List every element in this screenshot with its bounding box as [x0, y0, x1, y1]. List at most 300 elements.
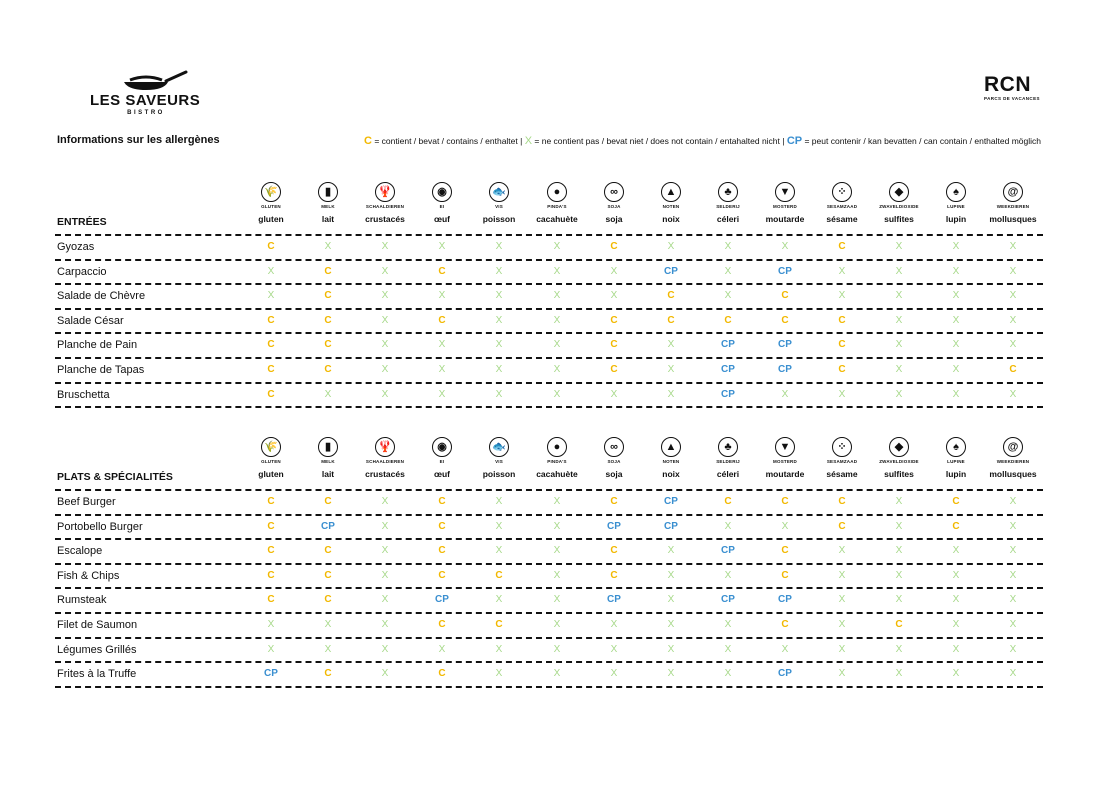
allergen-cell: C [610, 496, 618, 507]
allergen-column-12 [924, 437, 988, 479]
allergen-cell: X [952, 314, 960, 326]
dish-name: Carpaccio [57, 265, 107, 278]
section-header [55, 182, 1043, 234]
milk-bottle-icon: ▮ [318, 437, 338, 457]
allergen-column-9 [753, 437, 817, 479]
allergen-cell: C [438, 545, 446, 557]
allergen-name-fr: sésame [826, 214, 858, 224]
dish-name: Bruschetta [57, 388, 110, 401]
allergen-cell: C [438, 496, 446, 507]
allergen-cell: C [324, 339, 332, 351]
allergen-name-nl: PINDA'S [547, 459, 567, 464]
allergen-cell: X [838, 290, 846, 302]
allergen-name-nl: MOSTERD [773, 459, 797, 464]
allergen-name-fr: sésame [826, 469, 858, 479]
allergen-name-fr: céleri [716, 469, 740, 479]
allergen-cell: X [324, 618, 332, 630]
soy-icon: ∞ [604, 437, 624, 457]
snail-icon: @ [1003, 182, 1023, 202]
allergen-cell: X [438, 241, 446, 252]
allergen-cell: X [553, 265, 561, 277]
allergen-column-3 [410, 437, 474, 479]
allergen-cell: X [838, 569, 846, 581]
allergen-cell: CP [721, 339, 735, 351]
allergen-cell: X [838, 643, 846, 655]
allergen-cell: C [438, 569, 446, 581]
allergen-cell: X [838, 388, 846, 400]
dish-name: Salade de Chèvre [57, 290, 146, 303]
sulfite-icon: ◆ [889, 437, 909, 457]
allergen-cell: C [724, 314, 732, 326]
table-row [55, 565, 1043, 590]
allergen-cell: C [438, 668, 446, 680]
allergen-cell: X [952, 668, 960, 680]
allergen-cell: C [324, 265, 332, 277]
table-row [55, 359, 1043, 384]
allergen-name-fr: lait [321, 214, 335, 224]
table-row [55, 310, 1043, 335]
allergen-name-fr: poisson [482, 214, 516, 224]
allergen-cell: X [553, 545, 561, 557]
allergen-cell: C [324, 594, 332, 606]
les-saveurs-logo [88, 70, 206, 120]
allergen-column-3 [410, 182, 474, 224]
allergen-column-1 [296, 437, 360, 479]
allergen-cell: C [267, 314, 275, 326]
allergen-cell: C [438, 314, 446, 326]
allergen-cell: CP [264, 668, 278, 680]
allergen-cell: C [781, 545, 789, 557]
dish-name: Portobello Burger [57, 520, 143, 533]
legend-cp-symbol: CP [786, 135, 803, 147]
allergen-name-fr: noix [662, 214, 680, 224]
allergen-column-8 [696, 182, 760, 224]
allergen-column-11 [867, 182, 931, 224]
allergen-cell: X [553, 314, 561, 326]
allergen-cell: C [438, 520, 446, 532]
allergen-cell: X [895, 545, 903, 557]
allergen-cell: X [324, 388, 332, 400]
allergen-name-fr: moutarde [765, 469, 805, 479]
allergen-cell: X [495, 314, 503, 326]
allergen-cell: C [610, 339, 618, 351]
section-entrees [55, 182, 1043, 408]
allergen-cell: X [952, 545, 960, 557]
allergen-name-nl: ZWAVELDIOXIDE [879, 204, 919, 209]
allergen-cell: X [438, 290, 446, 302]
allergen-name-fr: crustacés [365, 214, 405, 224]
allergen-cell: X [895, 339, 903, 351]
allergen-cell: C [610, 569, 618, 581]
allergen-cell: X [895, 520, 903, 532]
allergen-name-fr: mollusques [989, 214, 1037, 224]
frying-pan-icon [122, 70, 188, 92]
allergen-name-fr: gluten [258, 469, 284, 479]
allergen-cell: X [895, 388, 903, 400]
table-row [55, 663, 1043, 688]
allergen-name-nl: NOTEN [662, 459, 680, 464]
allergen-name-nl: SESAMZAAD [826, 204, 858, 209]
allergen-cell: X [1009, 520, 1017, 532]
allergen-cell: C [838, 363, 846, 375]
allergen-cell: X [838, 668, 846, 680]
allergen-name-fr: crustacés [365, 469, 405, 479]
allergen-cell: CP [778, 363, 792, 375]
allergen-cell: X [952, 569, 960, 581]
allergen-cell: X [667, 339, 675, 351]
allergen-cell: X [895, 290, 903, 302]
allergen-column-10 [810, 182, 874, 224]
allergen-cell: C [952, 520, 960, 532]
allergen-cell: C [267, 388, 275, 400]
table-row [55, 589, 1043, 614]
allergen-column-8 [696, 437, 760, 479]
allergen-cell: X [952, 265, 960, 277]
allergen-cell: X [324, 643, 332, 655]
allergen-column-2 [353, 182, 417, 224]
allergen-cell: C [267, 520, 275, 532]
sulfite-icon: ◆ [889, 182, 909, 202]
allergen-name-fr: lupin [945, 469, 967, 479]
table-row [55, 540, 1043, 565]
allergen-cell: C [267, 241, 275, 252]
allergen-cell: X [495, 643, 503, 655]
allergen-cell: X [895, 363, 903, 375]
allergen-cell: X [553, 290, 561, 302]
allergen-cell: X [553, 241, 561, 252]
allergen-name-nl: EI [439, 459, 445, 464]
allergen-name-fr: soja [605, 214, 623, 224]
rcn-tagline: PARCS DE VACANCES [984, 96, 1040, 101]
celery-icon: ♣ [718, 437, 738, 457]
allergen-column-1 [296, 182, 360, 224]
peanut-icon: ● [547, 437, 567, 457]
fish-icon: 🐟 [489, 437, 509, 457]
dish-name: Planche de Pain [57, 339, 138, 352]
allergen-name-fr: cacahuète [536, 469, 578, 479]
allergen-cell: X [438, 339, 446, 351]
allergen-name-nl: NOTEN [662, 204, 680, 209]
allergen-cell: X [667, 643, 675, 655]
allergen-cell: X [895, 241, 903, 252]
allergen-cell: CP [721, 594, 735, 606]
allergen-name-fr: cacahuète [536, 214, 578, 224]
allergen-cell: X [1009, 388, 1017, 400]
allergen-cell: X [438, 363, 446, 375]
allergen-cell: C [952, 496, 960, 507]
allergen-name-nl: MELK [321, 204, 335, 209]
legend [364, 135, 1041, 147]
allergen-cell: C [495, 569, 503, 581]
dish-name: Légumes Grillés [57, 643, 137, 656]
table-row [55, 261, 1043, 286]
allergen-cell: C [610, 545, 618, 557]
allergen-cell: X [610, 265, 618, 277]
allergen-cell: X [267, 290, 275, 302]
allergen-cell: X [667, 363, 675, 375]
allergen-cell: X [438, 643, 446, 655]
allergen-name-nl: SCHAALDIEREN [365, 204, 405, 209]
allergen-cell: C [610, 241, 618, 252]
allergen-column-5 [525, 182, 589, 224]
allergen-cell: X [381, 618, 389, 630]
allergen-cell: X [1009, 496, 1017, 507]
legend-c-text: = contient / bevat / contains / enthaltet | [371, 136, 525, 146]
allergen-cell: X [781, 520, 789, 532]
allergen-cell: X [553, 569, 561, 581]
allergen-cell: C [324, 314, 332, 326]
allergen-cell: X [1009, 339, 1017, 351]
allergen-column-4 [467, 437, 531, 479]
allergen-cell: X [724, 569, 732, 581]
allergen-cell: C [838, 314, 846, 326]
allergen-cell: C [324, 545, 332, 557]
allergen-cell: C [324, 569, 332, 581]
allergen-name-nl: VIS [495, 204, 503, 209]
allergen-cell: X [267, 265, 275, 277]
allergen-cell: X [610, 668, 618, 680]
allergen-cell: X [267, 643, 275, 655]
allergen-cell: C [324, 290, 332, 302]
snail-icon: @ [1003, 437, 1023, 457]
allergen-cell: X [267, 618, 275, 630]
dish-name: Fish & Chips [57, 569, 120, 582]
allergen-cell: X [781, 388, 789, 400]
allergen-cell: X [895, 668, 903, 680]
allergen-column-7 [639, 182, 703, 224]
table-row [55, 384, 1043, 409]
allergen-cell: C [495, 618, 503, 630]
allergen-name-nl: SESAMZAAD [826, 459, 858, 464]
allergen-cell: CP [664, 496, 678, 507]
allergen-cell: X [495, 594, 503, 606]
allergen-column-2 [353, 437, 417, 479]
allergen-cell: X [667, 618, 675, 630]
allergen-cell: X [495, 363, 503, 375]
allergen-cell: X [1009, 594, 1017, 606]
allergen-name-nl: SOJA [607, 459, 621, 464]
allergen-cell: X [381, 668, 389, 680]
allergen-name-fr: céleri [716, 214, 740, 224]
legend-x-text: = ne contient pas / bevat niet / does not contain / entahalted nicht | [532, 136, 787, 146]
allergen-cell: CP [721, 388, 735, 400]
allergen-cell: X [553, 643, 561, 655]
allergen-name-nl: SCHAALDIEREN [365, 459, 405, 464]
allergen-column-9 [753, 182, 817, 224]
allergen-cell: X [952, 339, 960, 351]
allergen-column-6 [582, 182, 646, 224]
allergen-name-nl: WEEKDIEREN [996, 204, 1030, 209]
table-row [55, 236, 1043, 261]
allergen-column-13 [981, 182, 1045, 224]
allergen-cell: C [781, 618, 789, 630]
allergen-cell: C [781, 569, 789, 581]
allergen-cell: C [267, 339, 275, 351]
allergen-cell: X [381, 265, 389, 277]
egg-icon: ◉ [432, 437, 452, 457]
allergen-cell: X [1009, 265, 1017, 277]
allergen-cell: CP [721, 545, 735, 557]
table-row [55, 614, 1043, 639]
allergen-cell: C [267, 594, 275, 606]
allergen-column-11 [867, 437, 931, 479]
allergen-cell: CP [664, 520, 678, 532]
allergen-cell: C [838, 241, 846, 252]
allergen-cell: X [838, 265, 846, 277]
allergen-cell: X [724, 618, 732, 630]
allergen-cell: X [724, 643, 732, 655]
allergen-cell: C [324, 496, 332, 507]
allergen-cell: X [895, 496, 903, 507]
allergen-cell: X [610, 618, 618, 630]
allergen-cell: C [781, 496, 789, 507]
allergen-cell: X [1009, 290, 1017, 302]
allergen-cell: X [381, 545, 389, 557]
dish-name: Frites à la Truffe [57, 668, 137, 681]
egg-icon: ◉ [432, 182, 452, 202]
allergen-name-nl: GLUTEN [261, 459, 281, 464]
dish-name: Salade César [57, 314, 124, 327]
peanut-icon: ● [547, 182, 567, 202]
allergen-cell: X [724, 290, 732, 302]
allergen-cell: CP [435, 594, 449, 606]
allergen-cell: X [553, 520, 561, 532]
allergen-cell: X [381, 496, 389, 507]
allergen-cell: X [724, 668, 732, 680]
mustard-icon: ▼ [775, 182, 795, 202]
allergen-cell: X [381, 241, 389, 252]
legend-c-symbol: C [364, 135, 372, 147]
allergen-cell: C [438, 618, 446, 630]
allergen-name-nl: PINDA'S [547, 204, 567, 209]
allergen-cell: C [667, 290, 675, 302]
lupin-icon: ♠ [946, 437, 966, 457]
allergen-column-6 [582, 437, 646, 479]
page-title: Informations sur les allergènes [57, 134, 220, 146]
dish-name: Gyozas [57, 241, 95, 253]
crab-icon: 🦞 [375, 182, 395, 202]
allergen-cell: X [952, 594, 960, 606]
allergen-cell: C [267, 496, 275, 507]
section-title: ENTRÉES [57, 216, 107, 228]
allergen-cell: X [495, 290, 503, 302]
allergen-column-12 [924, 182, 988, 224]
allergen-cell: X [1009, 668, 1017, 680]
allergen-cell: X [381, 520, 389, 532]
allergen-column-13 [981, 437, 1045, 479]
allergen-cell: C [267, 569, 275, 581]
allergen-cell: X [895, 643, 903, 655]
allergen-name-nl: MELK [321, 459, 335, 464]
sesame-icon: ⁘ [832, 437, 852, 457]
allergen-column-0 [239, 437, 303, 479]
allergen-name-nl: ZWAVELDIOXIDE [879, 459, 919, 464]
nut-icon: ▲ [661, 182, 681, 202]
allergen-cell: X [553, 496, 561, 507]
allergen-cell: X [495, 265, 503, 277]
allergen-name-fr: noix [662, 469, 680, 479]
table-row [55, 491, 1043, 516]
milk-bottle-icon: ▮ [318, 182, 338, 202]
allergen-cell: X [381, 314, 389, 326]
allergen-name-fr: lait [321, 469, 335, 479]
allergen-cell: X [667, 545, 675, 557]
allergen-name-fr: soja [605, 469, 623, 479]
allergen-cell: X [1009, 314, 1017, 326]
allergen-name-fr: moutarde [765, 214, 805, 224]
allergen-cell: CP [321, 520, 335, 532]
allergen-cell: X [381, 643, 389, 655]
section-header [55, 437, 1043, 489]
section-plats [55, 437, 1043, 688]
allergen-cell: C [838, 520, 846, 532]
allergen-name-nl: MOSTERD [773, 204, 797, 209]
allergen-cell: X [495, 241, 503, 252]
wheat-icon: 🌾 [261, 182, 281, 202]
allergen-cell: X [1009, 569, 1017, 581]
allergen-cell: X [381, 388, 389, 400]
dish-name: Filet de Saumon [57, 618, 138, 631]
allergen-name-fr: œuf [433, 214, 451, 224]
allergen-cell: X [781, 241, 789, 252]
allergen-cell: X [495, 520, 503, 532]
nut-icon: ▲ [661, 437, 681, 457]
rcn-logo-text: RCN [984, 73, 1031, 96]
fish-icon: 🐟 [489, 182, 509, 202]
allergen-name-fr: mollusques [989, 469, 1037, 479]
allergen-cell: C [438, 265, 446, 277]
allergen-cell: X [324, 241, 332, 252]
allergen-cell: X [952, 363, 960, 375]
allergen-cell: X [1009, 545, 1017, 557]
allergen-cell: CP [778, 339, 792, 351]
allergen-cell: X [895, 314, 903, 326]
allergen-cell: X [495, 545, 503, 557]
allergen-cell: CP [607, 594, 621, 606]
allergen-cell: X [381, 363, 389, 375]
allergen-cell: X [724, 241, 732, 252]
allergen-cell: X [895, 594, 903, 606]
allergen-name-fr: gluten [258, 214, 284, 224]
allergen-cell: X [667, 388, 675, 400]
table-row [55, 639, 1043, 664]
allergen-name-nl: SELDERIJ [716, 204, 740, 209]
allergen-cell: C [838, 339, 846, 351]
allergen-column-7 [639, 437, 703, 479]
allergen-name-nl: VIS [495, 459, 503, 464]
allergen-cell: C [724, 496, 732, 507]
allergen-cell: C [610, 314, 618, 326]
allergen-cell: X [381, 594, 389, 606]
allergen-name-nl: EI [439, 204, 445, 209]
allergen-cell: X [667, 569, 675, 581]
allergen-cell: X [1009, 618, 1017, 630]
allergen-cell: X [952, 388, 960, 400]
allergen-cell: X [610, 388, 618, 400]
allergen-cell: X [495, 339, 503, 351]
legend-cp-text: = peut contenir / kan bevatten / can contain / enthalted möglich [802, 136, 1041, 146]
allergen-cell: X [1009, 241, 1017, 252]
allergen-name-nl: WEEKDIEREN [996, 459, 1030, 464]
table-row [55, 516, 1043, 541]
celery-icon: ♣ [718, 182, 738, 202]
allergen-cell: X [724, 265, 732, 277]
wheat-icon: 🌾 [261, 437, 281, 457]
legend-x-symbol: X [524, 135, 533, 147]
allergen-cell: C [838, 496, 846, 507]
allergen-cell: C [324, 363, 332, 375]
allergen-cell: X [781, 643, 789, 655]
